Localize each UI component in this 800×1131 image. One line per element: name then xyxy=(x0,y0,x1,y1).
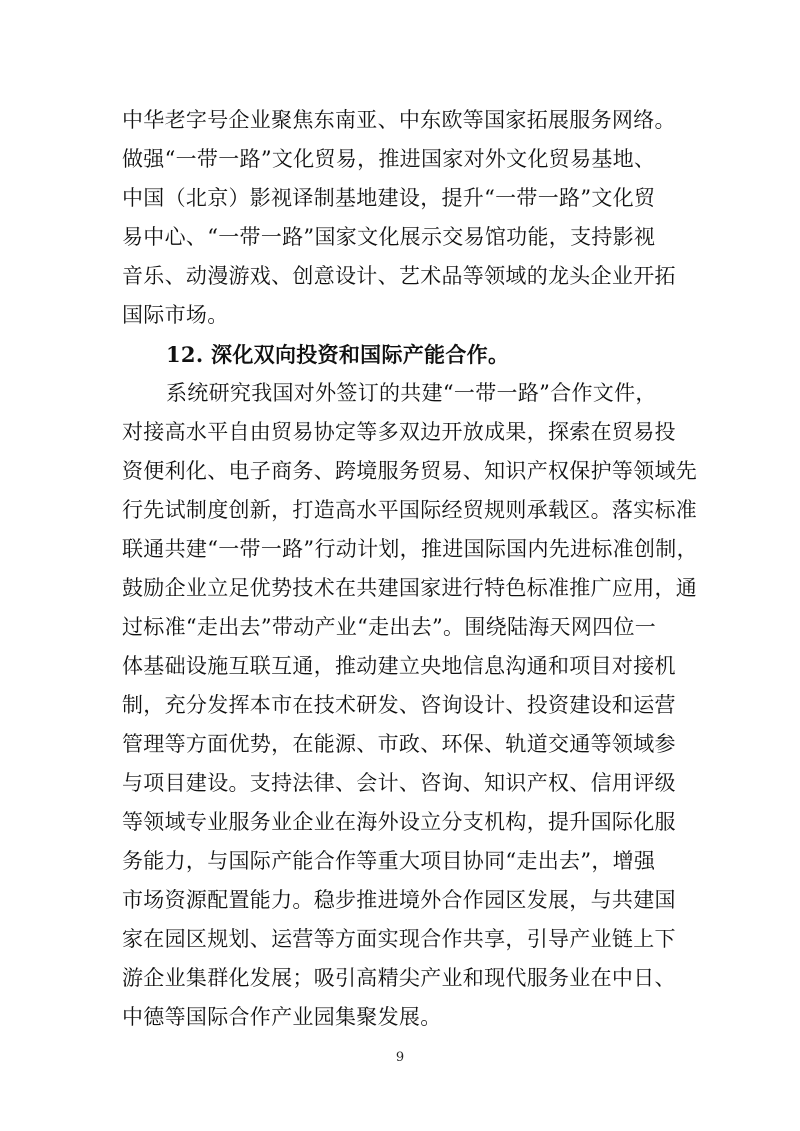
paragraph-line: 家在园区规划、运营等方面实现合作共享，引导产业链上下 xyxy=(122,927,676,951)
paragraph-line: 国际市场。 xyxy=(122,303,229,327)
paragraph-line: 过标准“走出去”带动产业“走出去”。围绕陆海天网四位一 xyxy=(122,615,657,639)
paragraph-line: 中国（北京）影视译制基地建设，提升“一带一路”文化贸 xyxy=(122,186,656,210)
paragraph-line: 中德等国际合作产业园集聚发展。 xyxy=(122,1005,442,1029)
paragraph-line: 市场资源配置能力。稳步推进境外合作园区发展，与共建国 xyxy=(122,888,676,912)
paragraph-line: 易中心、“一带一路”国家文化展示交易馆功能，支持影视 xyxy=(122,225,656,249)
paragraph-line: 游企业集群化发展；吸引高精尖产业和现代服务业在中日、 xyxy=(122,966,676,990)
paragraph-line: 行先试制度创新，打造高水平国际经贸规则承载区。落实标准 xyxy=(122,498,698,522)
paragraph-line: 音乐、动漫游戏、创意设计、艺术品等领域的龙头企业开拓 xyxy=(122,264,676,288)
paragraph-line: 体基础设施互联互通，推动建立央地信息沟通和项目对接机 xyxy=(122,654,676,678)
paragraph-line: 中华老字号企业聚焦东南亚、中东欧等国家拓展服务网络。 xyxy=(122,108,676,132)
paragraph-line: 务能力，与国际产能合作等重大项目协同“走出去”，增强 xyxy=(122,849,656,873)
paragraph-line: 资便利化、电子商务、跨境服务贸易、知识产权保护等领域先 xyxy=(122,459,698,483)
paragraph-line: 与项目建设。支持法律、会计、咨询、知识产权、信用评级 xyxy=(122,771,676,795)
page-number: 9 xyxy=(395,1050,405,1065)
paragraph-line: 系统研究我国对外签订的共建“一带一路”合作文件， xyxy=(166,381,657,405)
paragraph-line: 对接高水平自由贸易协定等多双边开放成果，探索在贸易投 xyxy=(122,420,676,444)
paragraph-line: 做强“一带一路”文化贸易，推进国家对外文化贸易基地、 xyxy=(122,147,656,171)
paragraph-line: 鼓励企业立足优势技术在共建国家进行特色标准推广应用，通 xyxy=(122,576,698,600)
paragraph-line: 联通共建“一带一路”行动计划，推进国际国内先进标准创制， xyxy=(122,537,698,561)
paragraph-line: 制，充分发挥本市在技术研发、咨询设计、投资建设和运营 xyxy=(122,693,676,717)
paragraph-line: 管理等方面优势，在能源、市政、环保、轨道交通等领域参 xyxy=(122,732,676,756)
section-heading: 12. 深化双向投资和国际产能合作。 xyxy=(166,342,510,367)
paragraph-line: 等领域专业服务业企业在海外设立分支机构，提升国际化服 xyxy=(122,810,676,834)
